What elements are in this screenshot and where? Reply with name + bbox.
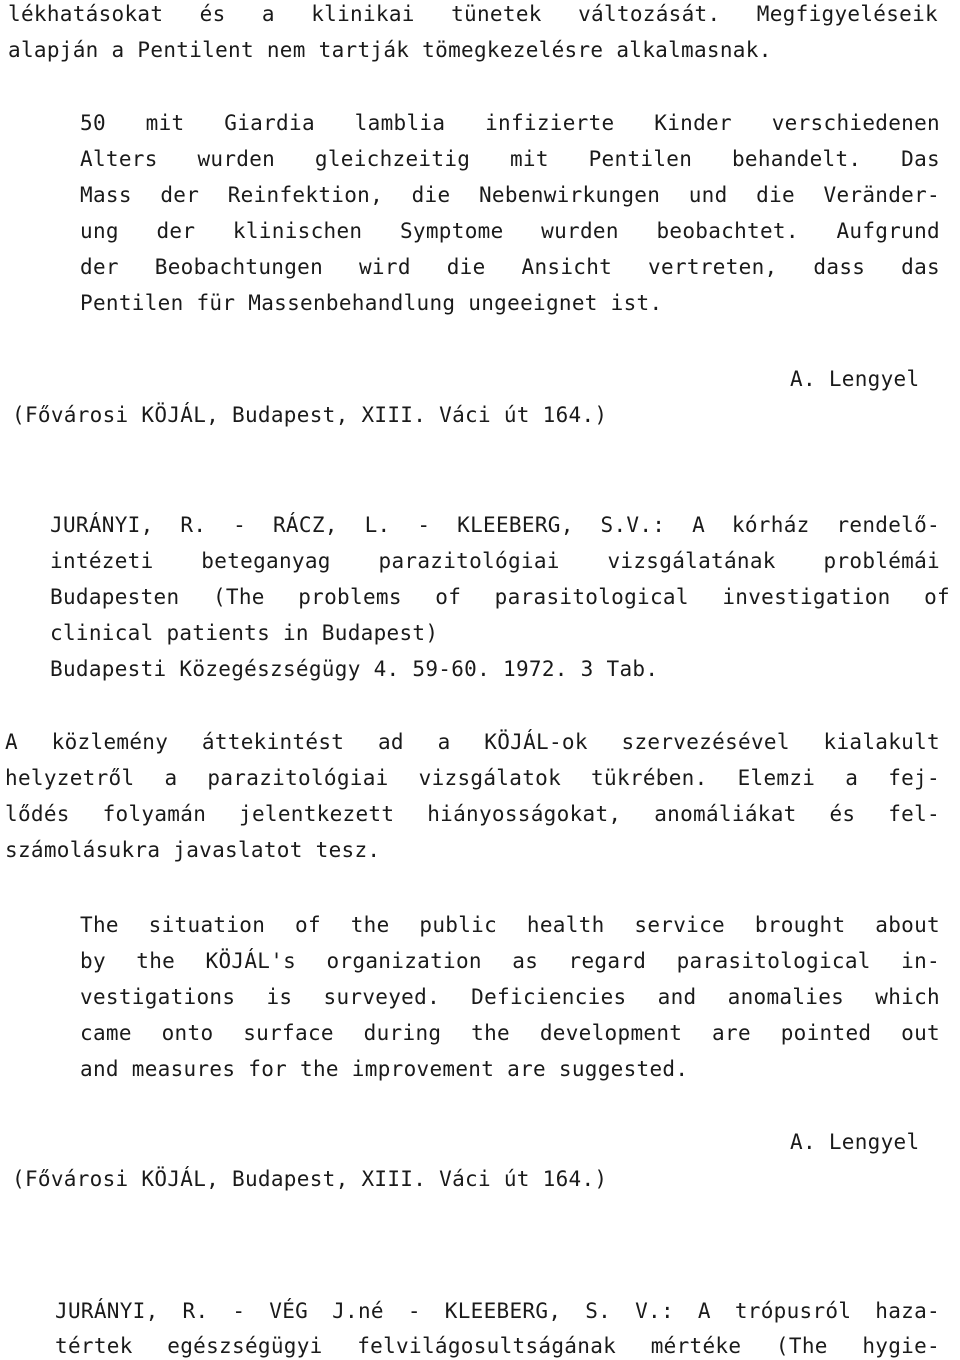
- author-signature: A. Lengyel: [790, 367, 920, 391]
- author-affiliation: (Fővárosi KÖJÁL, Budapest, XIII. Váci út 164.): [12, 1167, 608, 1191]
- paragraph-line: lékhatásokat és a klinikai tünetek változását. Megfigyeléseik: [8, 2, 938, 26]
- abstract-line: vestigations is surveyed. Deficiencies and anomalies which: [80, 985, 940, 1009]
- abstract-line: 50 mit Giardia lamblia infizierte Kinder verschiedenen: [80, 111, 940, 135]
- abstract-line: came onto surface during the development are pointed out: [80, 1021, 940, 1045]
- reference-line: tértek egészségügyi felvilágosultságának mértéke (The hygie-: [55, 1334, 940, 1358]
- abstract-line: der Beobachtungen wird die Ansicht vertreten, dass das: [80, 255, 940, 279]
- abstract-line: helyzetről a parazitológiai vizsgálatok tükrében. Elemzi a fej-: [5, 766, 940, 790]
- abstract-line: and measures for the improvement are suggested.: [80, 1057, 689, 1081]
- abstract-line: Alters wurden gleichzeitig mit Pentilen behandelt. Das: [80, 147, 940, 171]
- reference-line: Budapesten (The problems of parasitological investigation of: [50, 585, 950, 609]
- reference-line: intézeti beteganyag parazitológiai vizsgálatának problémái: [50, 549, 940, 573]
- reference-line: JURÁNYI, R. - VÉG J.né - KLEEBERG, S. V.: A trópusról haza-: [55, 1299, 940, 1323]
- author-affiliation: (Fővárosi KÖJÁL, Budapest, XIII. Váci út 164.): [12, 403, 608, 427]
- abstract-line: számolásukra javaslatot tesz.: [5, 838, 381, 862]
- abstract-line: Mass der Reinfektion, die Nebenwirkungen und die Veränder-: [80, 183, 940, 207]
- abstract-line: A közlemény áttekintést ad a KÖJÁL-ok szervezésével kialakult: [5, 730, 940, 754]
- abstract-line: ung der klinischen Symptome wurden beobachtet. Aufgrund: [80, 219, 940, 243]
- paragraph-line: alapján a Pentilent nem tartják tömegkezelésre alkalmasnak.: [8, 38, 772, 62]
- abstract-line: lődés folyamán jelentkezett hiányosságokat, anomáliákat és fel-: [5, 802, 940, 826]
- reference-line: JURÁNYI, R. - RÁCZ, L. - KLEEBERG, S.V.: A kórház rendelő-: [50, 513, 940, 537]
- abstract-line: by the KÖJÁL's organization as regard parasitological in-: [80, 949, 940, 973]
- author-signature: A. Lengyel: [790, 1130, 920, 1154]
- reference-citation: Budapesti Közegészségügy 4. 59-60. 1972. 3 Tab.: [50, 657, 659, 681]
- abstract-line: Pentilen für Massenbehandlung ungeeignet ist.: [80, 291, 663, 315]
- abstract-line: The situation of the public health service brought about: [80, 913, 940, 937]
- reference-line: clinical patients in Budapest): [50, 621, 439, 645]
